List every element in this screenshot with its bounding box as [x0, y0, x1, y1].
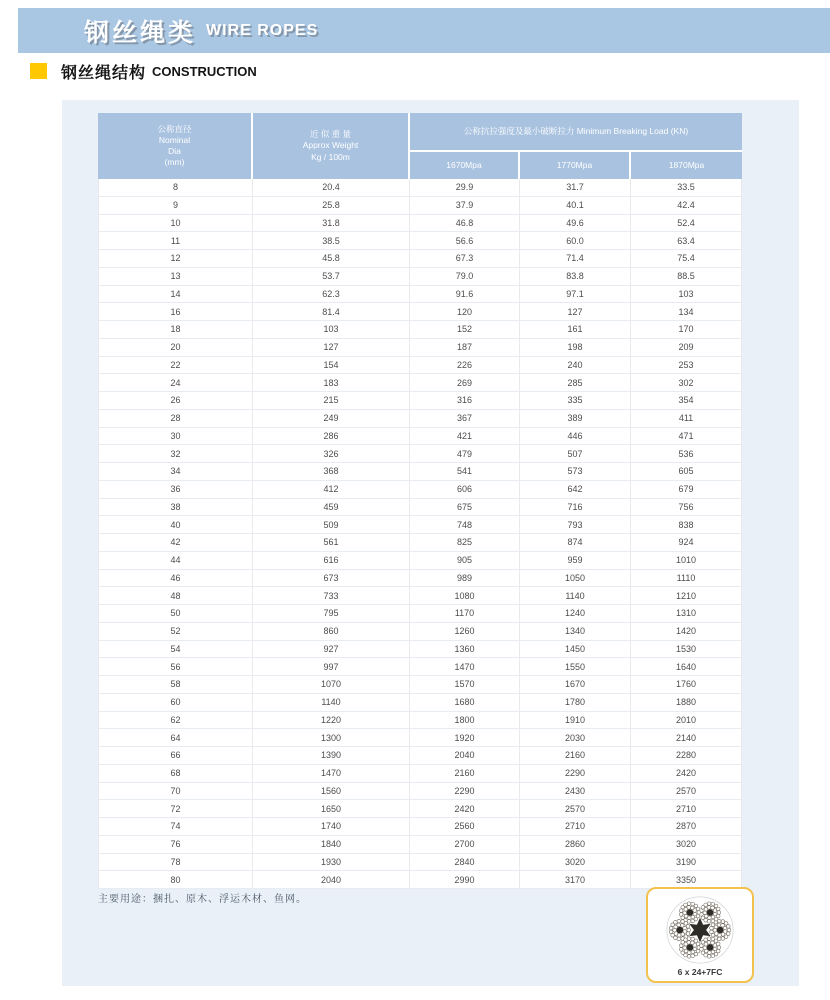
- table-row: [98, 729, 742, 747]
- cell: 1550: [520, 658, 631, 676]
- cell: 40: [98, 516, 253, 534]
- cell: 269: [410, 374, 520, 392]
- cell: 22: [98, 357, 253, 375]
- cell: 68: [98, 765, 253, 783]
- cell: 1260: [410, 623, 520, 641]
- yellow-bullet-icon: [30, 63, 47, 79]
- table-row: [98, 268, 742, 286]
- cell: 302: [631, 374, 742, 392]
- content-panel: [62, 100, 799, 986]
- cell: 60: [98, 694, 253, 712]
- cell: 2560: [410, 818, 520, 836]
- cell: 316: [410, 392, 520, 410]
- cell: 1470: [410, 658, 520, 676]
- cell: 31.7: [520, 179, 631, 197]
- cell: 2570: [631, 783, 742, 801]
- table-row: [98, 303, 742, 321]
- table-row: [98, 410, 742, 428]
- cell: 46: [98, 570, 253, 588]
- cell: 536: [631, 445, 742, 463]
- cell: 13: [98, 268, 253, 286]
- cell: 240: [520, 357, 631, 375]
- page-banner: [18, 8, 830, 53]
- cell: 1420: [631, 623, 742, 641]
- cell: 479: [410, 445, 520, 463]
- cell: 8: [98, 179, 253, 197]
- cell: 66: [98, 747, 253, 765]
- cell: 860: [253, 623, 410, 641]
- table-row: [98, 499, 742, 517]
- cell: 326: [253, 445, 410, 463]
- table-row: [98, 854, 742, 872]
- cell: 60.0: [520, 232, 631, 250]
- cell: 421: [410, 428, 520, 446]
- table-row: [98, 445, 742, 463]
- cell: 209: [631, 339, 742, 357]
- header-grade-1670: 1670Mpa: [410, 152, 520, 179]
- section-heading: [30, 61, 257, 81]
- cell: 38: [98, 499, 253, 517]
- cell: 76: [98, 836, 253, 854]
- cell: 2710: [520, 818, 631, 836]
- header-dia-en3: (mm): [164, 157, 185, 168]
- cell: 170: [631, 321, 742, 339]
- cell: 1780: [520, 694, 631, 712]
- cell: 50: [98, 605, 253, 623]
- cell: 20: [98, 339, 253, 357]
- table-row: [98, 516, 742, 534]
- cell: 1110: [631, 570, 742, 588]
- cell: 25.8: [253, 197, 410, 215]
- cell: 127: [253, 339, 410, 357]
- cell: 874: [520, 534, 631, 552]
- table-row: [98, 676, 742, 694]
- cell: 54: [98, 641, 253, 659]
- cell: 103: [631, 286, 742, 304]
- cell: 573: [520, 463, 631, 481]
- cell: 2990: [410, 871, 520, 889]
- table-row: [98, 800, 742, 818]
- cell: 45.8: [253, 250, 410, 268]
- cell: 1010: [631, 552, 742, 570]
- table-row: [98, 658, 742, 676]
- cell: 198: [520, 339, 631, 357]
- cell: 1340: [520, 623, 631, 641]
- table-row: [98, 747, 742, 765]
- cell: 1210: [631, 587, 742, 605]
- cell: 1470: [253, 765, 410, 783]
- cell: 28: [98, 410, 253, 428]
- cell: 989: [410, 570, 520, 588]
- cell: 2160: [410, 765, 520, 783]
- table-row: [98, 818, 742, 836]
- cell: 97.1: [520, 286, 631, 304]
- cell: 733: [253, 587, 410, 605]
- cell: 88.5: [631, 268, 742, 286]
- cell: 2860: [520, 836, 631, 854]
- cell: 26: [98, 392, 253, 410]
- cell: 446: [520, 428, 631, 446]
- cell: 103: [253, 321, 410, 339]
- table-row: [98, 250, 742, 268]
- cell: 924: [631, 534, 742, 552]
- header-weight-zh: 近 似 重 量: [309, 129, 352, 140]
- cell: 1930: [253, 854, 410, 872]
- cell: 81.4: [253, 303, 410, 321]
- cell: 793: [520, 516, 631, 534]
- cell: 2160: [520, 747, 631, 765]
- cell: 368: [253, 463, 410, 481]
- cell: 2710: [631, 800, 742, 818]
- cell: 1760: [631, 676, 742, 694]
- cell: 253: [631, 357, 742, 375]
- cell: 2430: [520, 783, 631, 801]
- cell: 2290: [410, 783, 520, 801]
- cell: 1530: [631, 641, 742, 659]
- table-row: [98, 587, 742, 605]
- cell: 11: [98, 232, 253, 250]
- cell: 1360: [410, 641, 520, 659]
- wire-rope-spec-table: [98, 113, 742, 889]
- cell: 675: [410, 499, 520, 517]
- cell: 1310: [631, 605, 742, 623]
- cell: 62: [98, 712, 253, 730]
- cell: 2870: [631, 818, 742, 836]
- cell: 80: [98, 871, 253, 889]
- cell: 52: [98, 623, 253, 641]
- cell: 18: [98, 321, 253, 339]
- table-row: [98, 286, 742, 304]
- cell: 134: [631, 303, 742, 321]
- cell: 825: [410, 534, 520, 552]
- cell: 1050: [520, 570, 631, 588]
- cell: 2570: [520, 800, 631, 818]
- table-row: [98, 605, 742, 623]
- cell: 33.5: [631, 179, 742, 197]
- cell: 716: [520, 499, 631, 517]
- table-row: [98, 374, 742, 392]
- header-approx-weight: [253, 113, 410, 179]
- cell: 1560: [253, 783, 410, 801]
- cell: 72: [98, 800, 253, 818]
- cell: 49.6: [520, 215, 631, 233]
- table-row: [98, 765, 742, 783]
- cell: 63.4: [631, 232, 742, 250]
- rope-cross-section-card: [646, 887, 754, 983]
- cell: 34: [98, 463, 253, 481]
- cell: 905: [410, 552, 520, 570]
- cell: 58: [98, 676, 253, 694]
- cell: 56.6: [410, 232, 520, 250]
- cell: 927: [253, 641, 410, 659]
- cell: 36: [98, 481, 253, 499]
- cell: 183: [253, 374, 410, 392]
- cell: 56: [98, 658, 253, 676]
- cell: 152: [410, 321, 520, 339]
- cell: 756: [631, 499, 742, 517]
- cell: 154: [253, 357, 410, 375]
- cell: 2700: [410, 836, 520, 854]
- cell: 24: [98, 374, 253, 392]
- cell: 1920: [410, 729, 520, 747]
- cell: 75.4: [631, 250, 742, 268]
- cell: 997: [253, 658, 410, 676]
- cell: 53.7: [253, 268, 410, 286]
- rope-construction-label: 6 x 24+7FC: [677, 966, 723, 977]
- cell: 71.4: [520, 250, 631, 268]
- cell: 2840: [410, 854, 520, 872]
- cell: 31.8: [253, 215, 410, 233]
- cell: 2420: [631, 765, 742, 783]
- cell: 507: [520, 445, 631, 463]
- cell: 1640: [631, 658, 742, 676]
- cell: 32: [98, 445, 253, 463]
- cell: 67.3: [410, 250, 520, 268]
- table-row: [98, 871, 742, 889]
- cell: 1910: [520, 712, 631, 730]
- cell: 335: [520, 392, 631, 410]
- table-row: [98, 783, 742, 801]
- section-title-zh: 钢丝绳结构: [61, 64, 147, 82]
- header-nominal-dia: [98, 113, 253, 179]
- table-row: [98, 623, 742, 641]
- cell: 1140: [253, 694, 410, 712]
- table-row: [98, 641, 742, 659]
- cell: 48: [98, 587, 253, 605]
- cell: 42.4: [631, 197, 742, 215]
- cell: 46.8: [410, 215, 520, 233]
- cell: 3190: [631, 854, 742, 872]
- cell: 40.1: [520, 197, 631, 215]
- cell: 1650: [253, 800, 410, 818]
- cell: 354: [631, 392, 742, 410]
- cell: 2040: [410, 747, 520, 765]
- cell: 120: [410, 303, 520, 321]
- cell: 606: [410, 481, 520, 499]
- cell: 37.9: [410, 197, 520, 215]
- cell: 2280: [631, 747, 742, 765]
- cell: 1070: [253, 676, 410, 694]
- section-title-en: CONSTRUCTION: [152, 63, 257, 79]
- cell: 161: [520, 321, 631, 339]
- cell: 38.5: [253, 232, 410, 250]
- header-dia-en1: Nominal: [158, 134, 191, 145]
- cell: 2290: [520, 765, 631, 783]
- cell: 10: [98, 215, 253, 233]
- rope-cross-section-icon: [664, 894, 736, 966]
- cell: 12: [98, 250, 253, 268]
- cell: 83.8: [520, 268, 631, 286]
- cell: 249: [253, 410, 410, 428]
- cell: 9: [98, 197, 253, 215]
- cell: 959: [520, 552, 631, 570]
- cell: 2140: [631, 729, 742, 747]
- banner-title-en: WIRE ROPES: [206, 21, 319, 39]
- cell: 3170: [520, 871, 631, 889]
- cell: 679: [631, 481, 742, 499]
- cell: 16: [98, 303, 253, 321]
- cell: 14: [98, 286, 253, 304]
- cell: 62.3: [253, 286, 410, 304]
- cell: 838: [631, 516, 742, 534]
- table-row: [98, 463, 742, 481]
- cell: 616: [253, 552, 410, 570]
- table-row: [98, 428, 742, 446]
- cell: 79.0: [410, 268, 520, 286]
- header-grade-1770: 1770Mpa: [520, 152, 631, 179]
- table-row: [98, 534, 742, 552]
- cell: 74: [98, 818, 253, 836]
- cell: 541: [410, 463, 520, 481]
- table-row: [98, 392, 742, 410]
- cell: 3350: [631, 871, 742, 889]
- cell: 642: [520, 481, 631, 499]
- cell: 1670: [520, 676, 631, 694]
- cell: 1390: [253, 747, 410, 765]
- cell: 1300: [253, 729, 410, 747]
- cell: 673: [253, 570, 410, 588]
- table-row: [98, 694, 742, 712]
- table-row: [98, 552, 742, 570]
- table-row: [98, 836, 742, 854]
- cell: 1740: [253, 818, 410, 836]
- cell: 30: [98, 428, 253, 446]
- cell: 1240: [520, 605, 631, 623]
- header-min-breaking-load: 公称抗拉强度及最小破断拉力 Minimum Breaking Load (KN): [410, 113, 742, 152]
- table-row: [98, 197, 742, 215]
- cell: 471: [631, 428, 742, 446]
- cell: 70: [98, 783, 253, 801]
- cell: 412: [253, 481, 410, 499]
- cell: 411: [631, 410, 742, 428]
- cell: 795: [253, 605, 410, 623]
- cell: 1800: [410, 712, 520, 730]
- cell: 605: [631, 463, 742, 481]
- cell: 285: [520, 374, 631, 392]
- cell: 1450: [520, 641, 631, 659]
- cell: 2010: [631, 712, 742, 730]
- cell: 1570: [410, 676, 520, 694]
- table-row: [98, 232, 742, 250]
- header-grade-1870: 1870Mpa: [631, 152, 742, 179]
- cell: 226: [410, 357, 520, 375]
- table-row: [98, 179, 742, 197]
- cell: 29.9: [410, 179, 520, 197]
- cell: 91.6: [410, 286, 520, 304]
- header-weight-en1: Approx Weight: [302, 140, 359, 151]
- cell: 3020: [520, 854, 631, 872]
- cell: 459: [253, 499, 410, 517]
- cell: 42: [98, 534, 253, 552]
- cell: 286: [253, 428, 410, 446]
- table-row: [98, 357, 742, 375]
- cell: 367: [410, 410, 520, 428]
- cell: 389: [520, 410, 631, 428]
- table-row: [98, 481, 742, 499]
- cell: 1220: [253, 712, 410, 730]
- cell: 1880: [631, 694, 742, 712]
- header-dia-zh: 公称直径: [157, 123, 192, 134]
- banner-title-zh: 钢丝绳类: [84, 18, 197, 47]
- cell: 44: [98, 552, 253, 570]
- table-row: [98, 339, 742, 357]
- cell: 2030: [520, 729, 631, 747]
- cell: 20.4: [253, 179, 410, 197]
- header-weight-en2: Kg / 100m: [311, 151, 350, 162]
- cell: 127: [520, 303, 631, 321]
- cell: 509: [253, 516, 410, 534]
- cell: 748: [410, 516, 520, 534]
- cell: 1140: [520, 587, 631, 605]
- table-row: [98, 321, 742, 339]
- table-row: [98, 712, 742, 730]
- cell: 3020: [631, 836, 742, 854]
- table-row: [98, 215, 742, 233]
- main-uses-footnote: 主要用途：捆扎、原木、浮运木材、鱼网。: [98, 894, 307, 905]
- cell: 64: [98, 729, 253, 747]
- cell: 1080: [410, 587, 520, 605]
- cell: 1840: [253, 836, 410, 854]
- cell: 78: [98, 854, 253, 872]
- table-body: [98, 179, 742, 889]
- table-row: [98, 570, 742, 588]
- cell: 1170: [410, 605, 520, 623]
- cell: 52.4: [631, 215, 742, 233]
- cell: 215: [253, 392, 410, 410]
- cell: 1680: [410, 694, 520, 712]
- cell: 561: [253, 534, 410, 552]
- cell: 187: [410, 339, 520, 357]
- header-dia-en2: Dia: [168, 146, 181, 156]
- table-header: [98, 113, 742, 179]
- cell: 2420: [410, 800, 520, 818]
- cell: 2040: [253, 871, 410, 889]
